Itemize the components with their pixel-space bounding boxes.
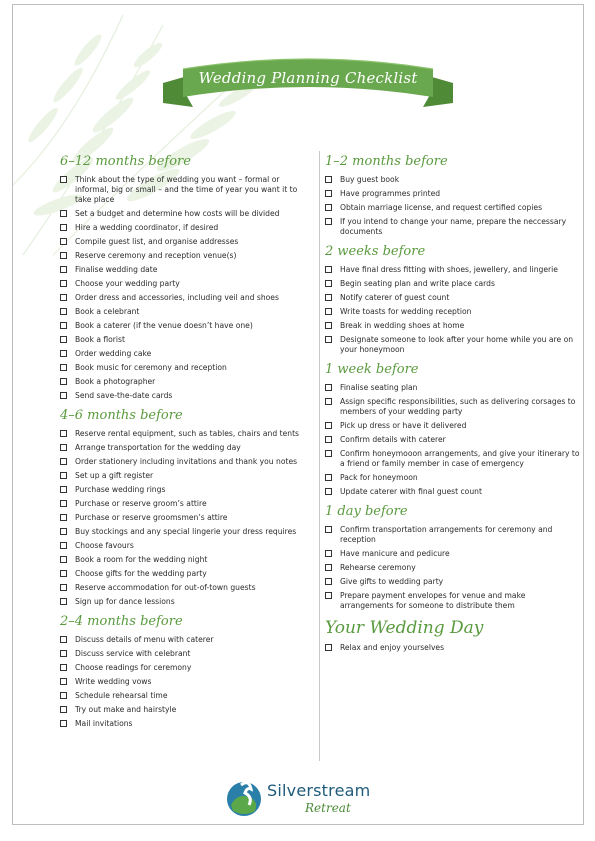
section-title: 2–4 months before bbox=[60, 614, 183, 629]
checklist-item-label: Schedule rehearsal time bbox=[75, 691, 168, 700]
section-title: 6–12 months before bbox=[60, 154, 191, 169]
checklist-item bbox=[60, 541, 310, 551]
checklist-item-label: Have programmes printed bbox=[340, 189, 441, 198]
checkbox[interactable] bbox=[325, 294, 332, 301]
checklist-item bbox=[325, 307, 581, 317]
checklist-item bbox=[60, 485, 310, 495]
checklist-item-label: Update caterer with final guest count bbox=[340, 487, 482, 496]
checklist-item bbox=[60, 663, 310, 673]
checklist-item bbox=[325, 397, 581, 417]
checklist-item-label: Choose favours bbox=[75, 541, 134, 550]
checklist-item-label: Buy guest book bbox=[340, 175, 400, 184]
checklist bbox=[325, 383, 581, 497]
checkbox[interactable] bbox=[60, 238, 67, 245]
logo-subtitle: Retreat bbox=[305, 801, 351, 815]
checklist-item-label: Mail invitations bbox=[75, 719, 133, 728]
checklist bbox=[325, 175, 581, 237]
checklist-item-label: Try out make and hairstyle bbox=[75, 705, 177, 714]
checklist-item-label: Book a celebrant bbox=[75, 307, 140, 316]
checkbox[interactable] bbox=[325, 564, 332, 571]
checkbox[interactable] bbox=[60, 392, 67, 399]
checklist-item bbox=[60, 237, 310, 247]
checklist-item bbox=[60, 293, 310, 303]
checklist-item bbox=[325, 293, 581, 303]
checkbox[interactable] bbox=[325, 266, 332, 273]
checkbox[interactable] bbox=[60, 556, 67, 563]
checklist-item bbox=[325, 435, 581, 445]
checklist-item bbox=[60, 307, 310, 317]
checklist bbox=[325, 525, 581, 611]
checklist-item-label: Set up a gift register bbox=[75, 471, 154, 480]
checklist-item-label: Pick up dress or have it delivered bbox=[340, 421, 467, 430]
checkbox[interactable] bbox=[60, 430, 67, 437]
checkbox[interactable] bbox=[325, 526, 332, 533]
section-title: Your Wedding Day bbox=[325, 618, 484, 638]
checklist-item-label: Compile guest list, and organise addresses bbox=[75, 237, 239, 246]
checklist-page bbox=[12, 4, 584, 825]
checkbox[interactable] bbox=[60, 458, 67, 465]
checklist-item-label: Designate someone to look after your home while you are on your honeymoon bbox=[340, 335, 574, 354]
checklist-item-label: Arrange transportation for the wedding day bbox=[75, 443, 241, 452]
checklist-item-label: Assign specific responsibilities, such as delivering corsages to members of your wedding party bbox=[340, 397, 576, 416]
checklist-item bbox=[60, 583, 310, 593]
checkbox[interactable] bbox=[325, 644, 332, 651]
checklist bbox=[60, 175, 310, 401]
checklist-item-label: Confirm details with caterer bbox=[340, 435, 446, 444]
checklist-item-label: Notify caterer of guest count bbox=[340, 293, 450, 302]
checkbox[interactable] bbox=[325, 204, 332, 211]
section-2-4-months bbox=[60, 613, 310, 729]
checkbox[interactable] bbox=[325, 308, 332, 315]
section-title: 1 day before bbox=[325, 504, 408, 519]
checklist-item-label: Reserve ceremony and reception venue(s) bbox=[75, 251, 237, 260]
checklist-item bbox=[325, 175, 581, 185]
checklist-item bbox=[60, 349, 310, 359]
checklist-item bbox=[60, 471, 310, 481]
checklist-item-label: Obtain marriage license, and request certified copies bbox=[340, 203, 543, 212]
checkbox[interactable] bbox=[60, 224, 67, 231]
checklist-item bbox=[325, 563, 581, 573]
checkbox[interactable] bbox=[60, 350, 67, 357]
section-6-12-months bbox=[60, 153, 310, 401]
checkbox[interactable] bbox=[60, 210, 67, 217]
checkbox[interactable] bbox=[60, 528, 67, 535]
checklist-item bbox=[60, 677, 310, 687]
checkbox[interactable] bbox=[325, 488, 332, 495]
checklist-item-label: Hire a wedding coordinator, if desired bbox=[75, 223, 219, 232]
checkbox[interactable] bbox=[60, 486, 67, 493]
checklist-item-label: Purchase or reserve groomsmen’s attire bbox=[75, 513, 228, 522]
section-1-week bbox=[325, 361, 581, 497]
checklist-item bbox=[60, 457, 310, 467]
checklist-item bbox=[60, 635, 310, 645]
checklist-item bbox=[325, 335, 581, 355]
section-wedding-day bbox=[325, 617, 581, 653]
checklist-item-label: Confirm honeymooon arrangements, and give your itinerary to a friend or family member in case of emergency bbox=[340, 449, 580, 468]
checkbox[interactable] bbox=[325, 190, 332, 197]
checklist bbox=[60, 429, 310, 607]
checkbox[interactable] bbox=[60, 570, 67, 577]
checklist-item-label: Begin seating plan and write place cards bbox=[340, 279, 495, 288]
checklist-item-label: Finalise seating plan bbox=[340, 383, 418, 392]
checklist-item-label: Purchase wedding rings bbox=[75, 485, 166, 494]
checklist-item-label: Book a room for the wedding night bbox=[75, 555, 208, 564]
checkbox[interactable] bbox=[60, 294, 67, 301]
section-1-2-months bbox=[325, 153, 581, 237]
checkbox[interactable] bbox=[325, 398, 332, 405]
checkbox[interactable] bbox=[60, 598, 67, 605]
checklist-item bbox=[325, 549, 581, 559]
checklist-item-label: Discuss details of menu with caterer bbox=[75, 635, 214, 644]
checklist-item bbox=[325, 449, 581, 469]
checkbox[interactable] bbox=[325, 384, 332, 391]
checklist-item-label: Write wedding vows bbox=[75, 677, 152, 686]
checklist-item-label: Prepare payment envelopes for venue and make arrangements for someone to distribute them bbox=[340, 591, 526, 610]
checklist-item-label: Choose readings for ceremony bbox=[75, 663, 192, 672]
checkbox[interactable] bbox=[60, 500, 67, 507]
checkbox[interactable] bbox=[60, 650, 67, 657]
checklist-item bbox=[60, 279, 310, 289]
checkbox[interactable] bbox=[60, 584, 67, 591]
checklist-item bbox=[60, 597, 310, 607]
checkbox[interactable] bbox=[60, 706, 67, 713]
checkbox[interactable] bbox=[60, 252, 67, 259]
checkbox[interactable] bbox=[60, 664, 67, 671]
checkbox[interactable] bbox=[60, 280, 67, 287]
checklist-item-label: Set a budget and determine how costs will be divided bbox=[75, 209, 280, 218]
checklist-item bbox=[325, 525, 581, 545]
checklist-item bbox=[60, 391, 310, 401]
checklist-item-label: Buy stockings and any special lingerie your dress requires bbox=[75, 527, 297, 536]
checklist-item bbox=[325, 577, 581, 587]
checklist-item-label: If you intend to change your name, prepare the neccessary documents bbox=[340, 217, 567, 236]
checklist-item-label: Confirm transportation arrangements for ceremony and reception bbox=[340, 525, 553, 544]
checkbox[interactable] bbox=[325, 578, 332, 585]
checklist-item-label: Order wedding cake bbox=[75, 349, 152, 358]
checkbox[interactable] bbox=[60, 364, 67, 371]
checklist-item bbox=[325, 321, 581, 331]
checklist-item-label: Choose gifts for the wedding party bbox=[75, 569, 207, 578]
checklist-item bbox=[325, 279, 581, 289]
logo-name: Silverstream bbox=[267, 781, 371, 800]
checklist bbox=[60, 635, 310, 729]
checklist-item bbox=[325, 487, 581, 497]
section-1-day bbox=[325, 503, 581, 611]
checklist-item-label: Choose your wedding party bbox=[75, 279, 180, 288]
checklist-item-label: Book a caterer (if the venue doesn’t have one) bbox=[75, 321, 253, 330]
checklist-item bbox=[60, 265, 310, 275]
checklist-item bbox=[60, 527, 310, 537]
checkbox[interactable] bbox=[60, 266, 67, 273]
checklist-item-label: Reserve rental equipment, such as tables, chairs and tents bbox=[75, 429, 300, 438]
checklist-item bbox=[60, 429, 310, 439]
checkbox[interactable] bbox=[325, 436, 332, 443]
checklist bbox=[325, 265, 581, 355]
checklist-item bbox=[60, 363, 310, 373]
section-title: 1–2 months before bbox=[325, 154, 448, 169]
checklist-item-label: Write toasts for wedding reception bbox=[340, 307, 472, 316]
checklist-item-label: Purchase or reserve groom’s attire bbox=[75, 499, 207, 508]
checklist-item bbox=[325, 203, 581, 213]
checklist-item bbox=[325, 591, 581, 611]
silverstream-logo bbox=[223, 775, 393, 823]
checklist-item bbox=[60, 443, 310, 453]
checklist-item-label: Think about the type of wedding you want – formal or informal, big or small – and the time of year you want it to take place bbox=[75, 175, 298, 204]
checkbox[interactable] bbox=[325, 218, 332, 225]
checklist-item-label: Relax and enjoy yourselves bbox=[340, 643, 445, 652]
checkbox[interactable] bbox=[325, 450, 332, 457]
checklist-item-label: Pack for honeymoon bbox=[340, 473, 418, 482]
checklist-item bbox=[60, 223, 310, 233]
checkbox[interactable] bbox=[325, 336, 332, 343]
checklist-item-label: Order stationery including invitations and thank you notes bbox=[75, 457, 298, 466]
checklist-item-label: Discuss service with celebrant bbox=[75, 649, 191, 658]
checklist-item bbox=[60, 555, 310, 565]
checklist-item bbox=[60, 377, 310, 387]
page-title: Wedding Planning Checklist bbox=[198, 69, 418, 87]
checkbox[interactable] bbox=[325, 176, 332, 183]
checklist-item bbox=[325, 383, 581, 393]
checklist-item-label: Send save-the-date cards bbox=[75, 391, 173, 400]
checklist-item-label: Book a photographer bbox=[75, 377, 156, 386]
checkbox[interactable] bbox=[60, 322, 67, 329]
section-4-6-months bbox=[60, 407, 310, 607]
checklist-item bbox=[60, 569, 310, 579]
checklist-item-label: Book a florist bbox=[75, 335, 125, 344]
checkbox[interactable] bbox=[325, 422, 332, 429]
checkbox[interactable] bbox=[60, 378, 67, 385]
checklist-item bbox=[325, 265, 581, 275]
checklist-item bbox=[60, 719, 310, 729]
checklist-item bbox=[325, 473, 581, 483]
checklist-item-label: Break in wedding shoes at home bbox=[340, 321, 465, 330]
section-2-weeks bbox=[325, 243, 581, 355]
section-title: 1 week before bbox=[325, 362, 419, 377]
checklist-item bbox=[325, 421, 581, 431]
checklist-item-label: Book music for ceremony and reception bbox=[75, 363, 227, 372]
checklist-item-label: Have manicure and pedicure bbox=[340, 549, 450, 558]
checklist-item-label: Sign up for dance lessions bbox=[75, 597, 175, 606]
swan-logo-icon bbox=[223, 775, 265, 819]
section-title: 4–6 months before bbox=[60, 408, 183, 423]
checkbox[interactable] bbox=[325, 474, 332, 481]
checkbox[interactable] bbox=[60, 472, 67, 479]
checklist-item-label: Give gifts to wedding party bbox=[340, 577, 444, 586]
section-title: 2 weeks before bbox=[325, 244, 426, 259]
left-column bbox=[60, 153, 310, 733]
checkbox[interactable] bbox=[325, 280, 332, 287]
checklist-item bbox=[60, 321, 310, 331]
checkbox[interactable] bbox=[60, 444, 67, 451]
checkbox[interactable] bbox=[60, 678, 67, 685]
checklist-item-label: Order dress and accessories, including veil and shoes bbox=[75, 293, 279, 302]
checklist-item bbox=[60, 499, 310, 509]
checkbox[interactable] bbox=[60, 692, 67, 699]
checklist-item bbox=[60, 209, 310, 219]
checkbox[interactable] bbox=[60, 542, 67, 549]
checklist-item bbox=[60, 649, 310, 659]
checkbox[interactable] bbox=[60, 308, 67, 315]
checklist-item bbox=[60, 175, 310, 205]
checklist-item bbox=[60, 705, 310, 715]
checklist-item bbox=[325, 189, 581, 199]
checkbox[interactable] bbox=[60, 514, 67, 521]
checkbox[interactable] bbox=[60, 176, 67, 183]
checkbox[interactable] bbox=[60, 720, 67, 727]
checklist-item bbox=[60, 513, 310, 523]
checkbox[interactable] bbox=[60, 336, 67, 343]
checkbox[interactable] bbox=[325, 592, 332, 599]
checklist-item-label: Reserve accommodation for out-of-town guests bbox=[75, 583, 256, 592]
checkbox[interactable] bbox=[325, 550, 332, 557]
checklist-item bbox=[60, 251, 310, 261]
checkbox[interactable] bbox=[60, 636, 67, 643]
checklist-item-label: Finalise wedding date bbox=[75, 265, 158, 274]
checklist bbox=[325, 643, 581, 653]
checklist-item-label: Have final dress fitting with shoes, jewellery, and lingerie bbox=[340, 265, 558, 274]
checklist-item bbox=[60, 335, 310, 345]
checklist-item bbox=[325, 643, 581, 653]
right-column bbox=[319, 153, 581, 657]
checklist-item-label: Rehearse ceremony bbox=[340, 563, 416, 572]
checklist-item bbox=[60, 691, 310, 701]
checklist-item bbox=[325, 217, 581, 237]
checkbox[interactable] bbox=[325, 322, 332, 329]
